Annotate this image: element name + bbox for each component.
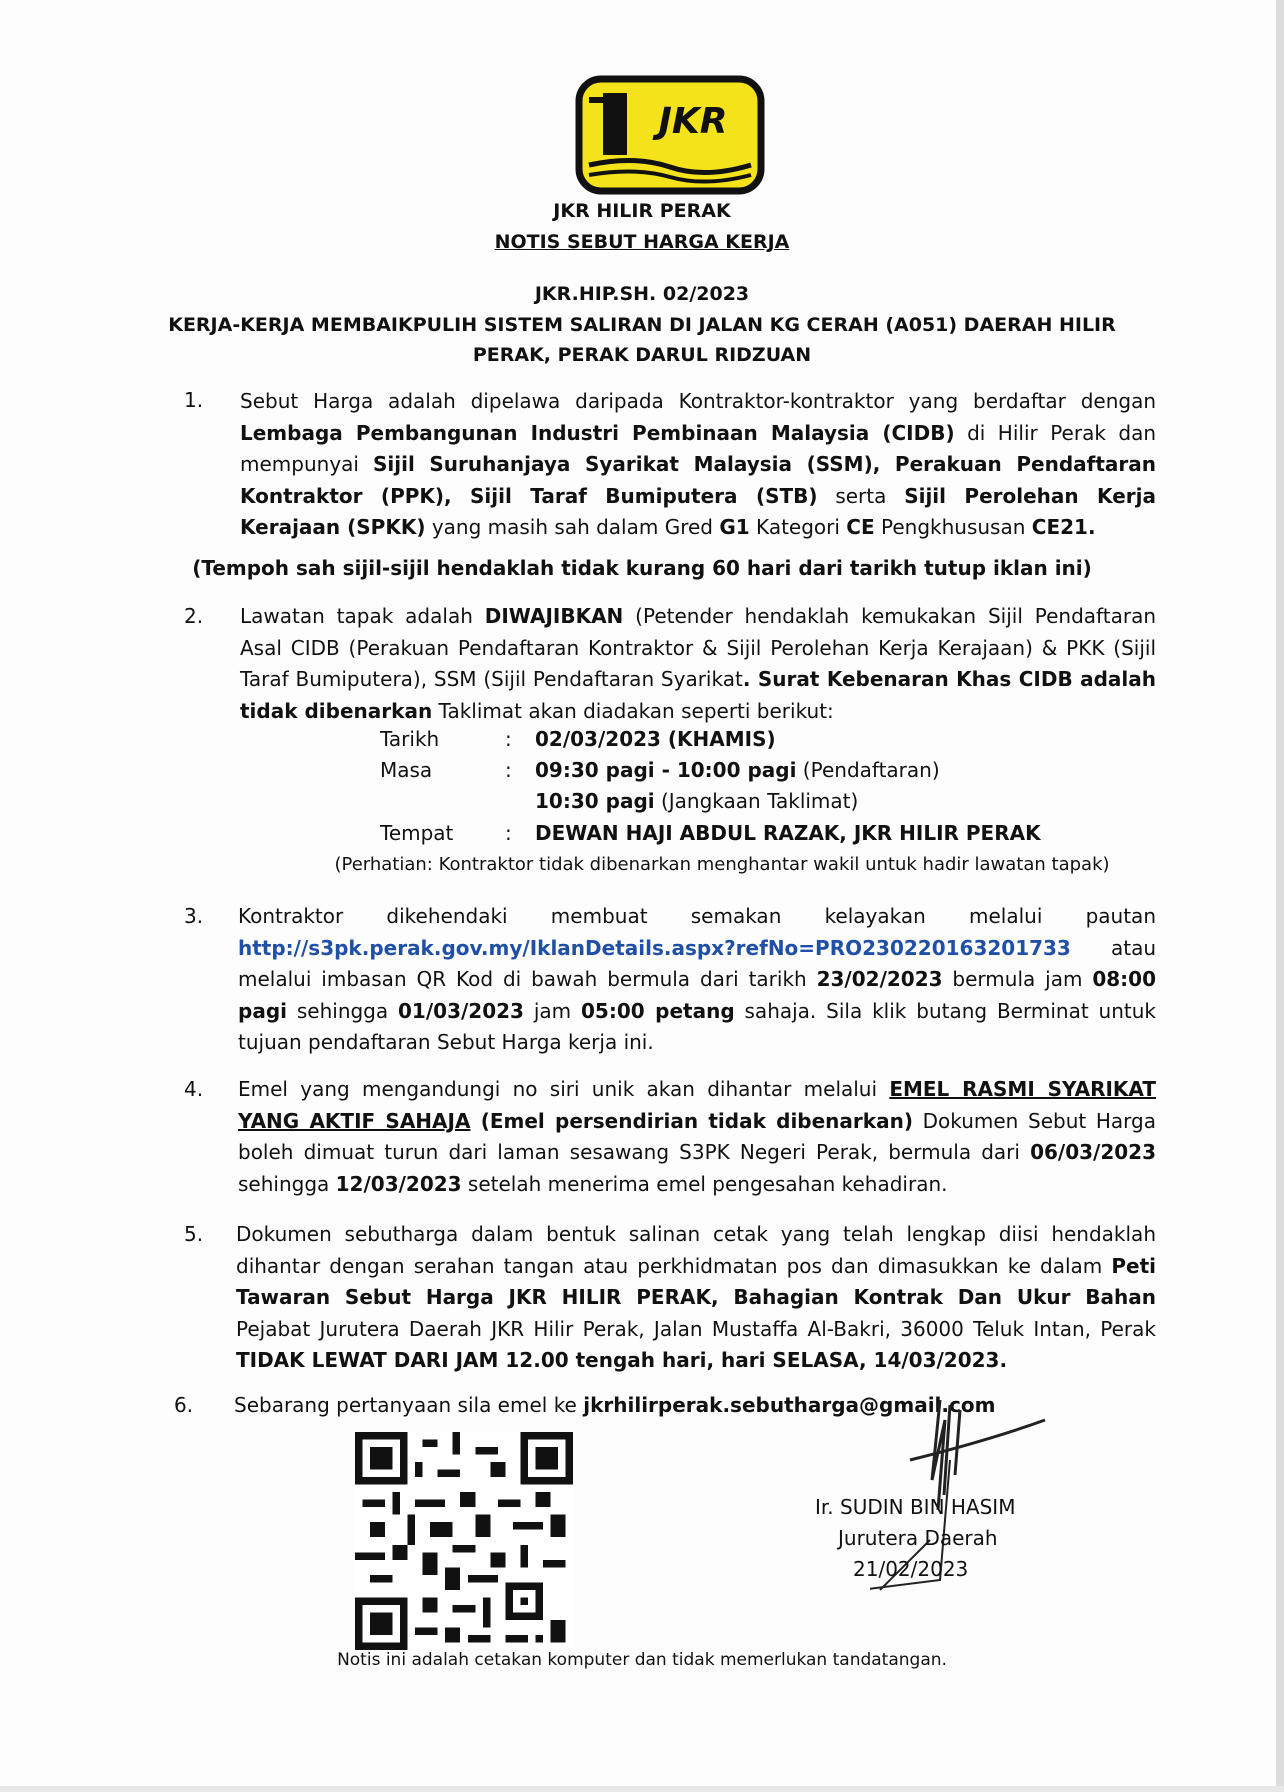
work-title-line2: PERAK, PERAK DARUL RIDZUAN xyxy=(472,344,812,366)
item-3-text-j: sahaja. Sila klik butang Berminat untuk tujuan pendaftaran Sebut Harga kerja ini. xyxy=(238,998,1156,1054)
masa-value-1 xyxy=(535,758,940,782)
item-5-tender-box: Peti Tawaran Sebut Harga JKR HILIR PERAK, Bahagian Kontrak Dan Ukur Bahan xyxy=(236,1253,1156,1309)
notice-title: NOTIS SEBUT HARGA KERJA xyxy=(494,231,790,253)
masa-desc-1: (Pendaftaran) xyxy=(796,758,940,782)
item-5-deadline: TIDAK LEWAT DARI JAM 12.00 tengah hari, hari SELASA, 14/03/2023. xyxy=(236,1348,1008,1372)
item-4-text xyxy=(238,1074,1156,1200)
masa-desc-2: (Jangkaan Taklimat) xyxy=(654,789,859,813)
masa-time-2: 10:30 pagi xyxy=(535,789,655,813)
s3pk-link[interactable]: http://s3pk.perak.gov.my/IklanDetails.aspx?refNo=PRO230220163201733 xyxy=(238,935,1071,960)
item-5-text-a: Dokumen sebutharga dalam bentuk salinan cetak yang telah lengkap diisi hendaklah dihantar dengan serahan tangan atau perkhidmatan pos dan dimasukkan ke dalam xyxy=(236,1222,1156,1278)
item-3-number: 3. xyxy=(184,904,204,928)
item-1-text-e: Pengkhususan xyxy=(874,515,1032,539)
item-6-text-a: Sebarang pertanyaan sila emel ke xyxy=(234,1393,584,1417)
item-3-text-h: jam xyxy=(523,998,581,1023)
item-5-number: 5. xyxy=(184,1222,204,1246)
item-5-text xyxy=(236,1219,1156,1377)
office-name: JKR HILIR PERAK xyxy=(553,200,731,222)
masa-colon: : xyxy=(505,758,512,782)
tempat-colon: : xyxy=(505,821,512,845)
item-2-text-a: Lawatan tapak adalah xyxy=(240,604,485,628)
item-2-cidb-note: . Surat Kebenaran Khas CIDB adalah tidak dibenarkan xyxy=(240,667,1157,723)
item-1-spkk: Sijil Perolehan Kerja Kerajaan (SPKK) xyxy=(240,483,1156,539)
item-4-text-f: sehingga xyxy=(238,1171,336,1196)
item-4-official-email: EMEL RASMI SYARIKAT YANG AKTIF SAHAJA xyxy=(238,1077,1156,1133)
item-1-number: 1. xyxy=(184,388,204,412)
item-4-text-h: setelah menerima emel pengesahan kehadiran. xyxy=(461,1171,948,1196)
item-1-text-b: serta xyxy=(817,483,905,508)
reference-number: JKR.HIP.SH. 02/2023 xyxy=(534,283,750,305)
item-3-end-date: 01/03/2023 xyxy=(398,998,524,1023)
item-2-text-e: Taklimat akan diadakan seperti berikut: xyxy=(432,698,834,723)
item-4-text-d: Dokumen Sebut Harga boleh dimuat turun dari laman sesawang S3PK Negeri Perak, bermula dari xyxy=(238,1108,1156,1164)
item-1-grade: G1 xyxy=(719,515,750,539)
item-3-text xyxy=(238,901,1156,1059)
page-edge-bottom xyxy=(0,1786,1284,1792)
footer-note: Notis ini adalah cetakan komputer dan tidak memerlukan tandatangan. xyxy=(337,1650,947,1670)
item-1-text-d: Kategori xyxy=(749,515,847,539)
item-4-start-date: 06/03/2023 xyxy=(1030,1140,1156,1164)
item-1-cidb: Lembaga Pembangunan Industri Pembinaan Malaysia (CIDB) xyxy=(240,420,955,445)
inquiry-email[interactable]: jkrhilirperak.sebutharga@gmail.com xyxy=(583,1393,996,1417)
item-2-number: 2. xyxy=(184,604,204,628)
item-2-text xyxy=(240,601,1156,727)
item-1-specialization: CE21. xyxy=(1031,515,1096,539)
item-1-text-c: yang masih sah dalam Gred xyxy=(425,515,720,539)
item-3-end-time: 05:00 petang xyxy=(581,998,735,1023)
item-4-number: 4. xyxy=(184,1077,204,1101)
qr-code[interactable] xyxy=(355,1432,573,1650)
masa-time-1: 09:30 pagi - 10:00 pagi xyxy=(535,758,797,782)
item-3-text-f: sehingga xyxy=(286,998,399,1023)
item-1-validity-note: (Tempoh sah sijil-sijil hendaklah tidak kurang 60 hari dari tarikh tutup iklan ini) xyxy=(192,556,1092,580)
item-4-end-date: 12/03/2023 xyxy=(335,1171,462,1196)
signatory-title: Jurutera Daerah xyxy=(838,1526,998,1550)
item-3-text-a: Kontraktor dikehendaki membuat semakan kelayakan melalui pautan xyxy=(238,904,1156,928)
page-edge-right xyxy=(1276,0,1284,1792)
tempat-label: Tempat xyxy=(380,821,454,845)
item-3-start-time: 08:00 pagi xyxy=(238,967,1156,1023)
item-3-start-date: 23/02/2023 xyxy=(816,967,943,991)
masa-label: Masa xyxy=(380,758,433,782)
tempat-value: DEWAN HAJI ABDUL RAZAK, JKR HILIR PERAK xyxy=(535,821,1041,845)
item-4-personal-email-note: (Emel persendirian tidak dibenarkan) xyxy=(470,1108,913,1133)
item-2-attention-note: (Perhatian: Kontraktor tidak dibenarkan menghantar wakil untuk hadir lawatan tapak) xyxy=(334,854,1110,875)
work-title-line1: KERJA-KERJA MEMBAIKPULIH SISTEM SALIRAN DI JALAN KG CERAH (A051) DAERAH HILIR xyxy=(168,314,1116,336)
item-4-text-a: Emel yang mengandungi no siri unik akan dihantar melalui xyxy=(238,1077,890,1101)
jkr-logo xyxy=(575,75,765,195)
item-3-text-b: atau melalui imbasan QR Kod di bawah bermula dari tarikh xyxy=(238,935,1156,991)
item-1-certs: Sijil Suruhanjaya Syarikat Malaysia (SSM), Perakuan Pendaftaran Kontraktor (PPK), Sijil Taraf Bumiputera (STB) xyxy=(240,452,1156,508)
tarikh-value: 02/03/2023 (KHAMIS) xyxy=(535,727,776,751)
item-2-mandatory: DIWAJIBKAN xyxy=(484,604,624,628)
item-3-text-d: bermula jam xyxy=(942,967,1093,991)
signatory-name: Ir. SUDIN BIN HASIM xyxy=(815,1495,1016,1519)
item-1-text xyxy=(240,386,1156,544)
item-5-address: Pejabat Jurutera Daerah JKR Hilir Perak, Jalan Mustaffa Al-Bakri, 36000 Teluk Intan, Perak xyxy=(236,1316,1156,1341)
signature-date: 21/02/2023 xyxy=(853,1557,969,1581)
masa-value-2 xyxy=(535,789,858,813)
tarikh-label: Tarikh xyxy=(380,727,440,751)
item-1-intro: Sebut Harga adalah dipelawa daripada Kontraktor-kontraktor yang berdaftar dengan xyxy=(240,389,1156,413)
item-1-category: CE xyxy=(846,515,875,539)
item-1-text-a: di Hilir Perak dan mempunyai xyxy=(240,420,1156,476)
item-2-text-c: (Petender hendaklah kemukakan Sijil Pendaftaran Asal CIDB (Perakuan Pendaftaran Kontraktor & Sijil Perolehan Kerja Kerajaan) & PKK (Sijil Taraf Bumiputera), SSM (Sijil Pendaftaran Syarikat xyxy=(240,604,1157,691)
tarikh-colon: : xyxy=(505,727,512,751)
item-6-number: 6. xyxy=(174,1393,194,1417)
logo-text: JKR xyxy=(658,101,728,142)
